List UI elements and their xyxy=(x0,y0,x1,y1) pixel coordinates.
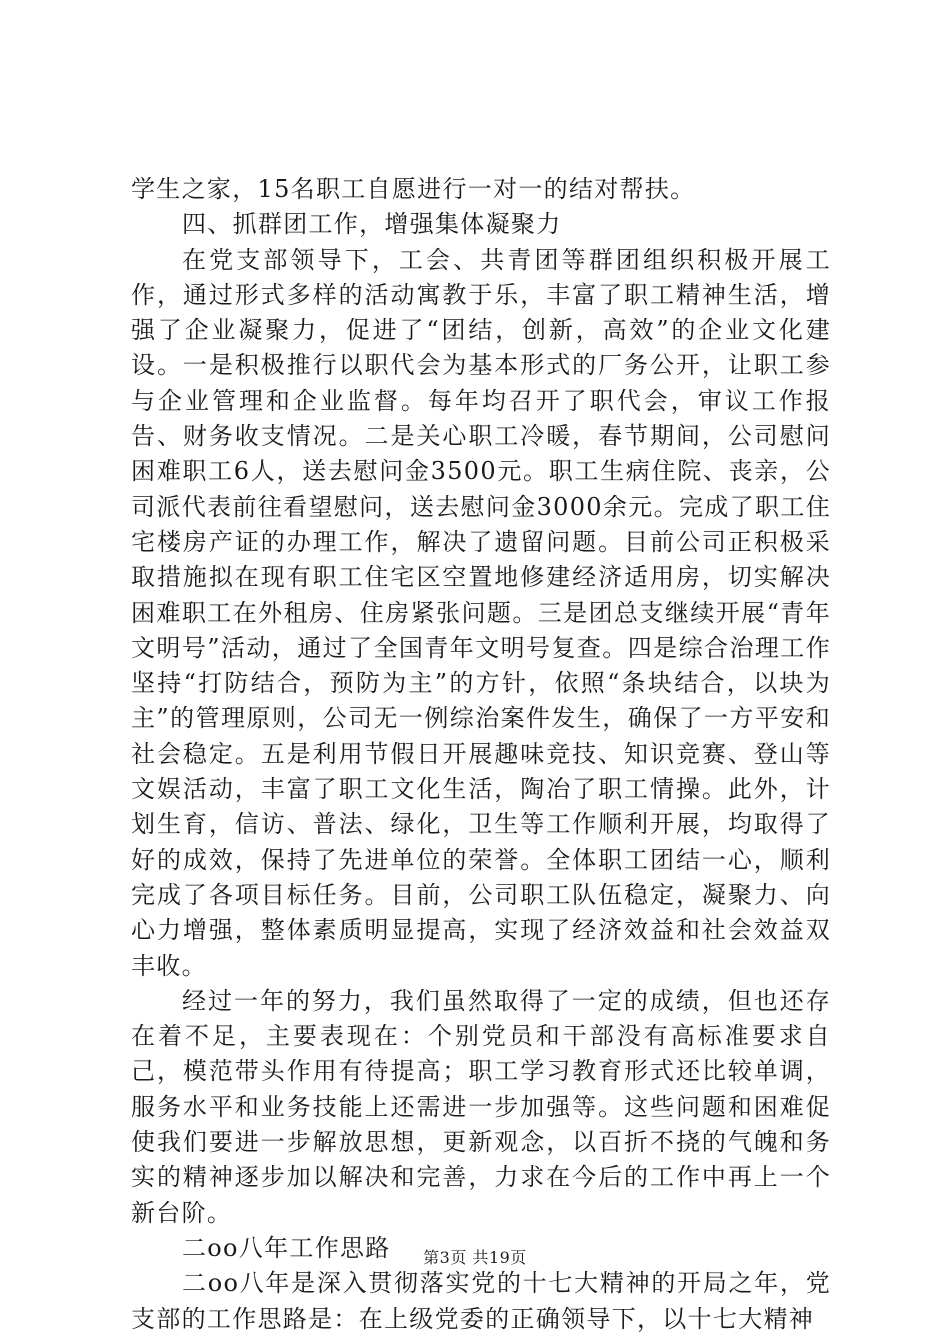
document-body xyxy=(131,172,831,1337)
section-heading-2008-work-plan: 二oo八年工作思路 xyxy=(182,1233,391,1262)
paragraph-shortcomings: 经过一年的努力，我们虽然取得了一定的成绩，但也还存在着不足，主要表现在：个别党员和干部没有高标准要求自己，模范带头作用有待提高；职工学习教育形式还比较单调，服务水平和业务技能上还需进一步加强等。这些问题和困难促使我们要进一步解放思想，更新观念，以百折不挠的气魄和务实的精神逐步加以解决和完善，力求在今后的工作中再上一个新台阶。 xyxy=(131,986,831,1227)
paragraph-2008-work-plan: 二oo八年是深入贯彻落实党的十七大精神的开局之年，党支部的工作思路是：在上级党委的正确领导下，以十七大精神 xyxy=(131,1269,831,1333)
paragraph-mass-organization-work: 在党支部领导下，工会、共青团等群团组织积极开展工作，通过形式多样的活动寓教于乐，丰富了职工精神生活，增强了企业凝聚力，促进了“团结，创新，高效”的企业文化建设。一是积极推行以职代会为基本形式的厂务公开，让职工参与企业管理和企业监督。每年均召开了职代会，审议工作报告、财务收支情况。二是关心职工冷暖，春节期间，公司慰问困难职工6人，送去慰问金3500元。职工生病住院、丧亲，公司派代表前往看望慰问，送去慰问金3000余元。完成了职工住宅楼房产证的办理工作，解决了遗留问题。目前公司正积极采取措施拟在现有职工住宅区空置地修建经济适用房，切实解决困难职工在外租房、住房紧张问题。三是团总支继续开展“青年文明号”活动，通过了全国青年文明号复查。四是综合治理工作坚持“打防结合，预防为主”的方针，依照“条块结合，以块为主”的管理原则，公司无一例综治案件发生，确保了一方平安和社会稳定。五是利用节假日开展趣味竞技、知识竞赛、登山等文娱活动，丰富了职工文化生活，陶冶了职工情操。此外，计划生育，信访、普法、绿化，卫生等工作顺利开展，均取得了好的成效，保持了先进单位的荣誉。全体职工团结一心，顺利完成了各项目标任务。目前，公司职工队伍稳定，凝聚力、向心力增强，整体素质明显提高，实现了经济效益和社会效益双丰收。 xyxy=(131,245,831,980)
page-number-footer: 第3页 共19页 xyxy=(423,1248,527,1267)
section-heading-mass-organizations: 四、抓群团工作，增强集体凝聚力 xyxy=(182,210,562,239)
paragraph-continuation: 学生之家，15名职工自愿进行一对一的结对帮扶。 xyxy=(131,175,696,203)
